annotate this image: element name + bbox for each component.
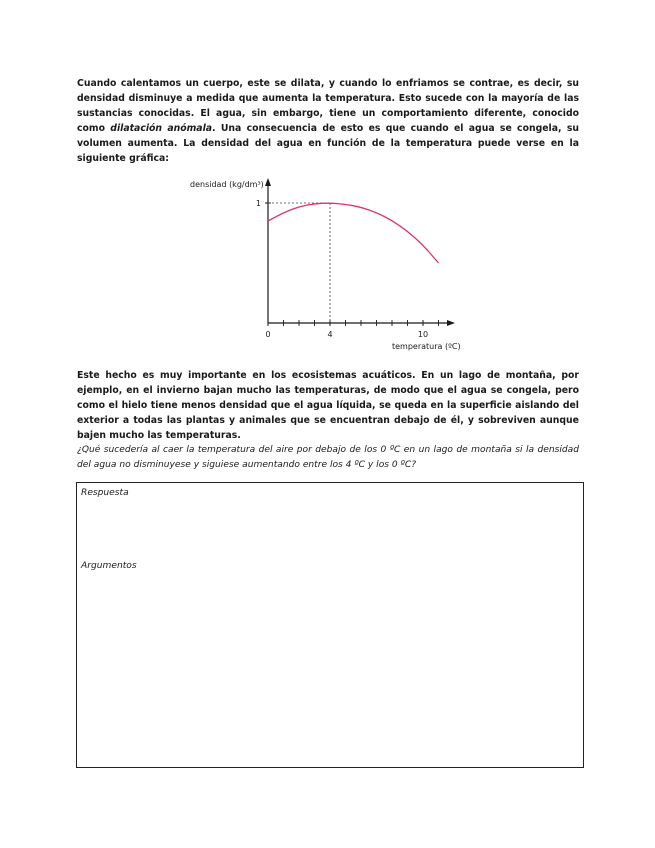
ecosystem-paragraph: Este hecho es muy importante en los ecosistemas acuáticos. En un lago de montaña, por ejemplo, en el invierno bajan mucho las temperaturas, de modo que el agua se congela, pero como el hielo tiene menos densidad que el agua líquida, se queda en la superficie aislando del exterior a todas las plantas y animales que se encuentran debajo de él, y sobreviven aunque bajen mucho las temperaturas. [77, 370, 579, 442]
respuesta-label: Respuesta [81, 488, 129, 498]
density-curve [268, 203, 439, 263]
intro-text-part2: . Una consecuencia de esto es que cuando el agua se congela, su volumen aumenta. La densidad del agua en función de la temperatura puede verse en la siguiente gráfica: [77, 123, 579, 165]
intro-text-part1: Cuando calentamos un cuerpo, este se dilata, y cuando lo enfriamos se contrae, es decir, su densidad disminuye a medida que aumenta la temperatura. Esto sucede con la mayoría de las sustancias conocidas. El agua, sin embargo, tiene un comportamiento diferente, conocido como [77, 78, 579, 135]
argumentos-label: Argumentos [81, 561, 137, 571]
x-tick-label: 10 [417, 330, 429, 339]
y-axis-label: densidad (kg/dm³) [190, 180, 264, 189]
x-tick-label: 4 [327, 330, 333, 339]
density-chart [180, 170, 470, 355]
x-axis-label: temperatura (ºC) [392, 342, 461, 351]
intro-emphasis: dilatación anómala [110, 123, 213, 135]
y-axis-arrow [265, 178, 271, 186]
x-axis-arrow [447, 320, 455, 326]
question-text: ¿Qué sucedería al caer la temperatura del aire por debajo de los 0 ºC en un lago de montaña si la densidad del agua no disminuyese y siguiese aumentando entre los 4 ºC y los 0 ºC? [77, 445, 579, 471]
intro-paragraph [77, 76, 579, 167]
y-tick-label: 1 [255, 199, 261, 208]
answer-box[interactable] [76, 482, 584, 768]
x-tick-label: 0 [265, 330, 271, 339]
